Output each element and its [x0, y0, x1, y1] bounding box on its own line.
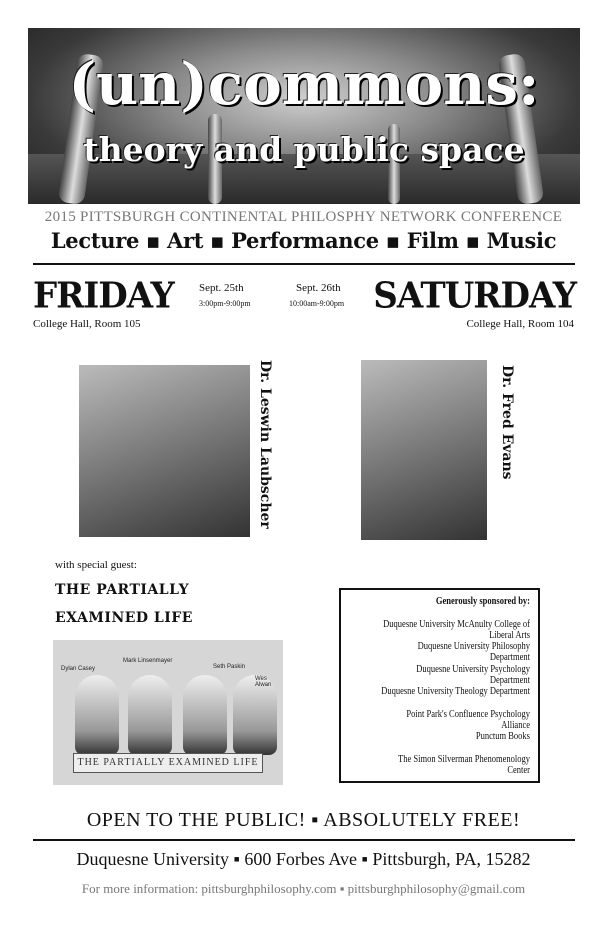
sponsor-item: The Simon Silverman Phenomenology Center — [398, 753, 530, 776]
contact-info: For more information: pittsburghphilosophy.com ▪ pittsburghphilosophy@gmail.com — [81, 881, 526, 896]
sponsors-box — [339, 588, 540, 783]
saturday-time: 10:00am-9:00pm — [289, 299, 345, 308]
event-categories: Lecture ▪ Art ▪ Performance ▪ Film ▪ Music — [50, 228, 557, 253]
saturday-room: College Hall, Room 104 — [466, 318, 574, 330]
friday-room: College Hall, Room 105 — [33, 318, 141, 330]
sponsor-item: Duquesne University McAnulty College of Liberal Arts — [383, 618, 530, 641]
saturday-heading: SATURDAY — [373, 275, 576, 317]
laubscher-photo — [79, 365, 250, 537]
poster-subtitle: theory and public space — [83, 130, 525, 169]
podcast-cartoon — [53, 640, 283, 785]
friday-time: 3:00pm-9:00pm — [199, 299, 251, 308]
open-to-public: OPEN TO THE PUBLIC! ▪ ABSOLUTELY FREE! — [86, 809, 521, 831]
guest-name-line2: EXAMINED LIFE — [55, 610, 193, 626]
sponsor-item: Duquesne University Theology Department — [381, 686, 530, 697]
divider — [33, 839, 575, 841]
friday-date: Sept. 25th — [199, 282, 244, 294]
cartoon-caption: Seth Paskin — [213, 664, 246, 670]
conference-name: 2015 PITTSBURGH CONTINENTAL PHILOSPHY NETWORK CONFERENCE — [44, 209, 563, 225]
guest-intro: with special guest: — [55, 559, 137, 571]
sponsors-heading: Generously sponsored by: — [435, 596, 530, 607]
sponsor-item: Punctum Books — [475, 731, 530, 742]
sponsor-item: Duquesne University Psychology Department — [416, 663, 530, 686]
cartoon-caption: Wes Alwan — [255, 676, 272, 688]
evans-photo — [361, 360, 487, 540]
friday-heading: FRIDAY — [33, 275, 174, 317]
saturday-speaker: Dr. Fred Evans — [499, 365, 515, 480]
guest-name-line1: THE PARTIALLY — [55, 582, 190, 598]
cartoon-banner: THE PARTIALLY EXAMINED LIFE — [73, 753, 263, 773]
divider — [33, 263, 575, 265]
saturday-date: Sept. 26th — [296, 282, 341, 294]
cartoon-caption: Mark Linsenmayer — [123, 658, 173, 664]
sponsor-item: Point Park's Confluence Psychology Alliance — [406, 708, 530, 731]
poster-title: (un)commons: — [68, 50, 540, 118]
sponsor-item: Duquesne University Philosophy Department — [417, 641, 530, 663]
friday-speaker: Dr. Leswin Laubscher — [257, 360, 273, 529]
address: Duquesne University ▪ 600 Forbes Ave ▪ Pittsburgh, PA, 15282 — [76, 849, 531, 869]
cartoon-caption: Dylan Casey — [61, 666, 96, 672]
